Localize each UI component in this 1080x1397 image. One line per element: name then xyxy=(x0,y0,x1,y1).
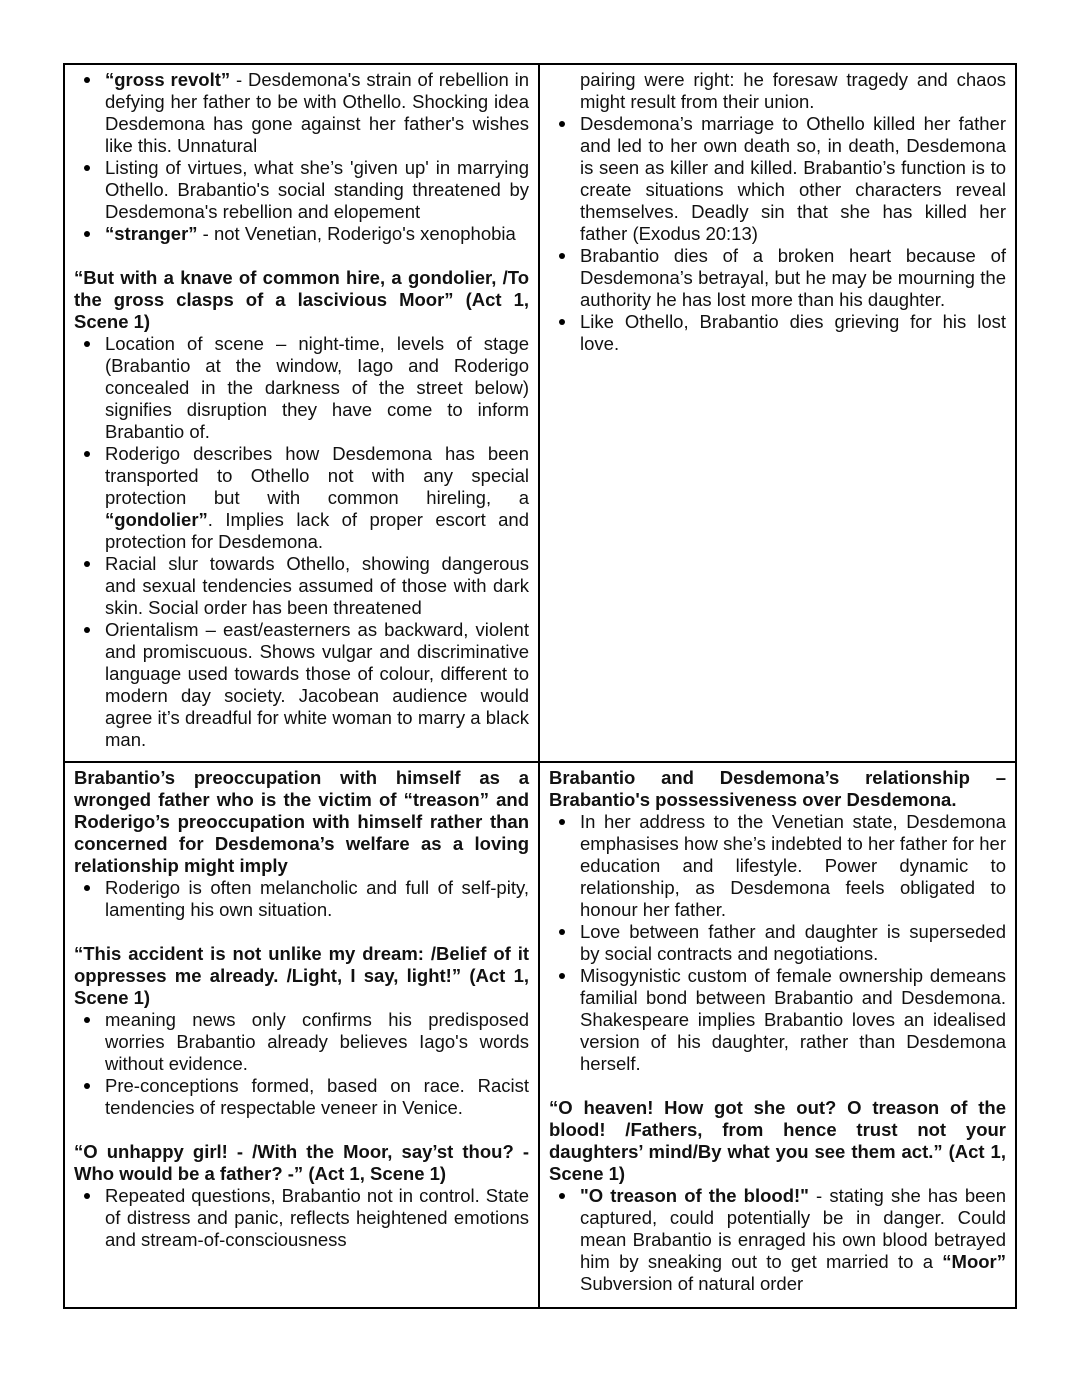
bullet-item xyxy=(74,157,529,223)
text-run: Orientalism – east/easterners as backward, violent and promiscuous. Shows vulgar and discriminative language used towards those of colour, different to modern day society. Jacobean audience would agree it’s dreadful for white woman to marry a black man. xyxy=(105,619,529,750)
text-run: Pre-conceptions formed, based on race. Racist tendencies of respectable veneer in Venice. xyxy=(105,1075,529,1118)
bullet-icon xyxy=(559,1193,565,1199)
quote-heading xyxy=(74,943,529,1009)
bullet-item xyxy=(74,553,529,619)
quote-heading xyxy=(549,767,1006,811)
text-run: “O heaven! How got she out? O treason of the blood! /Fathers, from hence trust not your daughters’ mind/By what you see them act.” (Act 1, Scene 1) xyxy=(549,1097,1006,1184)
bullet-item xyxy=(549,245,1006,311)
text-run: Brabantio dies of a broken heart because of Desdemona’s betrayal, but he may be mourning the authority he has lost more than his daughter. xyxy=(580,245,1006,310)
text-run: Subversion of natural order xyxy=(580,1273,804,1294)
bullet-item xyxy=(549,965,1006,1075)
bullet-item xyxy=(549,1185,1006,1295)
text-run: Racial slur towards Othello, showing dangerous and sexual tendencies assumed of those with dark skin. Social order has been threatened xyxy=(105,553,529,618)
bullet-icon xyxy=(84,451,90,457)
spacer xyxy=(74,1119,529,1141)
table-cell-top-left xyxy=(65,65,540,763)
quote-heading xyxy=(74,1141,529,1185)
text-run: “stranger” xyxy=(105,223,198,244)
text-run: Roderigo describes how Desdemona has been transported to Othello not with any special protection but with common hireling, a xyxy=(105,443,529,508)
text-run: Brabantio and Desdemona’s relationship – Brabantio's possessiveness over Desdemona. xyxy=(549,767,1006,810)
bullet-item xyxy=(74,69,529,157)
spacer xyxy=(74,921,529,943)
text-run: “But with a knave of common hire, a gondolier, /To the gross clasps of a lascivious Moor” (Act 1, Scene 1) xyxy=(74,267,529,332)
bullet-icon xyxy=(559,819,565,825)
continuation-paragraph xyxy=(549,69,1006,113)
bullet-icon xyxy=(559,929,565,935)
text-run: “Moor” xyxy=(942,1251,1006,1272)
text-run: - stating she has been captured, could potentially be in danger. Could mean Brabantio is enraged his own blood betrayed him by sneaking out to get married to a xyxy=(580,1185,1006,1272)
text-run: “O unhappy girl! - /With the Moor, say’st thou? - Who would be a father? -” (Act 1, Scene 1) xyxy=(74,1141,529,1184)
bullet-item xyxy=(74,877,529,921)
bullet-item xyxy=(549,113,1006,245)
notes-table xyxy=(63,63,1017,1309)
bullet-item xyxy=(549,921,1006,965)
bullet-icon xyxy=(84,1017,90,1023)
text-run: "O treason of the blood!" xyxy=(580,1185,809,1206)
text-run: Repeated questions, Brabantio not in control. State of distress and panic, reflects heightened emotions and stream-of-consciousness xyxy=(105,1185,529,1250)
bullet-item xyxy=(74,443,529,553)
bullet-item xyxy=(74,619,529,751)
bullet-item xyxy=(74,1009,529,1075)
text-run: . Implies lack of proper escort and protection for Desdemona. xyxy=(105,509,529,552)
text-run: Roderigo is often melancholic and full of self-pity, lamenting his own situation. xyxy=(105,877,529,920)
text-run: Desdemona’s marriage to Othello killed her father and led to her own death so, in death, Desdemona is seen as killer and killed. Brabantio’s function is to create situations which other characters reveal themselves. Deadly sin that she has killed her father (Exodus 20:13) xyxy=(580,113,1006,244)
table-cell-bottom-left xyxy=(65,763,540,1307)
bullet-icon xyxy=(84,77,90,83)
bullet-icon xyxy=(559,253,565,259)
quote-heading xyxy=(74,767,529,877)
bullet-icon xyxy=(84,165,90,171)
spacer xyxy=(74,245,529,267)
bullet-item xyxy=(74,333,529,443)
bullet-icon xyxy=(84,561,90,567)
text-run: Like Othello, Brabantio dies grieving for his lost love. xyxy=(580,311,1006,354)
text-run: In her address to the Venetian state, Desdemona emphasises how she’s indebted to her father for her education and lifestyle. Power dynamic to relationship, as Desdemona feels obligated to honour her father. xyxy=(580,811,1006,920)
bullet-icon xyxy=(84,1083,90,1089)
bullet-icon xyxy=(559,973,565,979)
text-run: pairing were right: he foresaw tragedy and chaos might result from their union. xyxy=(580,69,1006,112)
quote-heading xyxy=(74,267,529,333)
text-run: - Desdemona's strain of rebellion in defying her father to be with Othello. Shocking idea Desdemona has gone against her father's wishes like this. Unnatural xyxy=(105,69,529,156)
bullet-item xyxy=(74,223,529,245)
text-run: meaning news only confirms his predisposed worries Brabantio already believes Iago's words without evidence. xyxy=(105,1009,529,1074)
quote-heading xyxy=(549,1097,1006,1185)
bullet-item xyxy=(74,1075,529,1119)
bullet-icon xyxy=(84,231,90,237)
text-run: Brabantio’s preoccupation with himself as a wronged father who is the victim of “treason” and Roderigo’s preoccupation with himself rather than concerned for Desdemona’s welfare as a loving relationship might imply xyxy=(74,767,529,876)
text-run: Love between father and daughter is superseded by social contracts and negotiations. xyxy=(580,921,1006,964)
bullet-item xyxy=(549,311,1006,355)
text-run: “This accident is not unlike my dream: /Belief of it oppresses me already. /Light, I say, light!” (Act 1, Scene 1) xyxy=(74,943,529,1008)
bullet-icon xyxy=(84,341,90,347)
bullet-icon xyxy=(84,627,90,633)
bullet-icon xyxy=(84,885,90,891)
text-run: Misogynistic custom of female ownership demeans familial bond between Brabantio and Desdemona. Shakespeare implies Brabantio loves an idealised version of his daughter, rather than Desdemona herself. xyxy=(580,965,1006,1074)
spacer xyxy=(549,1075,1006,1097)
bullet-icon xyxy=(84,1193,90,1199)
bullet-item xyxy=(74,1185,529,1251)
text-run: Location of scene – night-time, levels of stage (Brabantio at the window, Iago and Roderigo concealed in the darkness of the street below) signifies disruption they have come to inform Brabantio of. xyxy=(105,333,529,442)
bullet-item xyxy=(549,811,1006,921)
text-run: Listing of virtues, what she’s 'given up' in marrying Othello. Brabantio's social standing threatened by Desdemona's rebellion and elopement xyxy=(105,157,529,222)
text-run: “gross revolt” xyxy=(105,69,231,90)
text-run: - not Venetian, Roderigo's xenophobia xyxy=(197,223,516,244)
table-cell-top-right xyxy=(540,65,1015,763)
text-run: “gondolier” xyxy=(105,509,208,530)
table-cell-bottom-right xyxy=(540,763,1015,1307)
bullet-icon xyxy=(559,319,565,325)
bullet-icon xyxy=(559,121,565,127)
